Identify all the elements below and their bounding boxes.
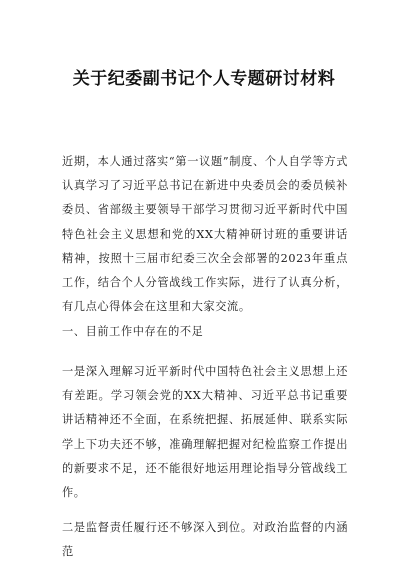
document-title: 关于纪委副书记个人专题研讨材料 (72, 69, 336, 89)
paragraph-point-1: 一是深入理解习近平新时代中国特色社会主义思想上还有差距。学习领会党的XX大精神、习近平总书记重要讲话精神还不全面，在系统把握、拓展延伸、联系实际学上下功夫还不够，准确理解把握对纪检监察工作提出的新要求不足，还不能很好地运用理论指导分管战线工作。 (62, 365, 348, 500)
paragraph-intro: 近期，本人通过落实“第一议题”制度、个人自学等方式认真学习了习近平总书记在新进中央委员会的委员候补委员、省部级主要领导干部学习贯彻习近平新时代中国特色社会主义思想和党的XX大精神研讨班的重要讲话精神，按照十三届市纪委三次全会部署的2023年重点工作，结合个人分管战线工作实际，进行了认真分析，有几点心得体会在这里和大家交流。 (62, 155, 348, 314)
paragraph-point-2: 二是监督责任履行还不够深入到位。对政治监督的内涵范 (62, 521, 348, 559)
section-heading: 一、目前工作中存在的不足 (62, 325, 204, 338)
